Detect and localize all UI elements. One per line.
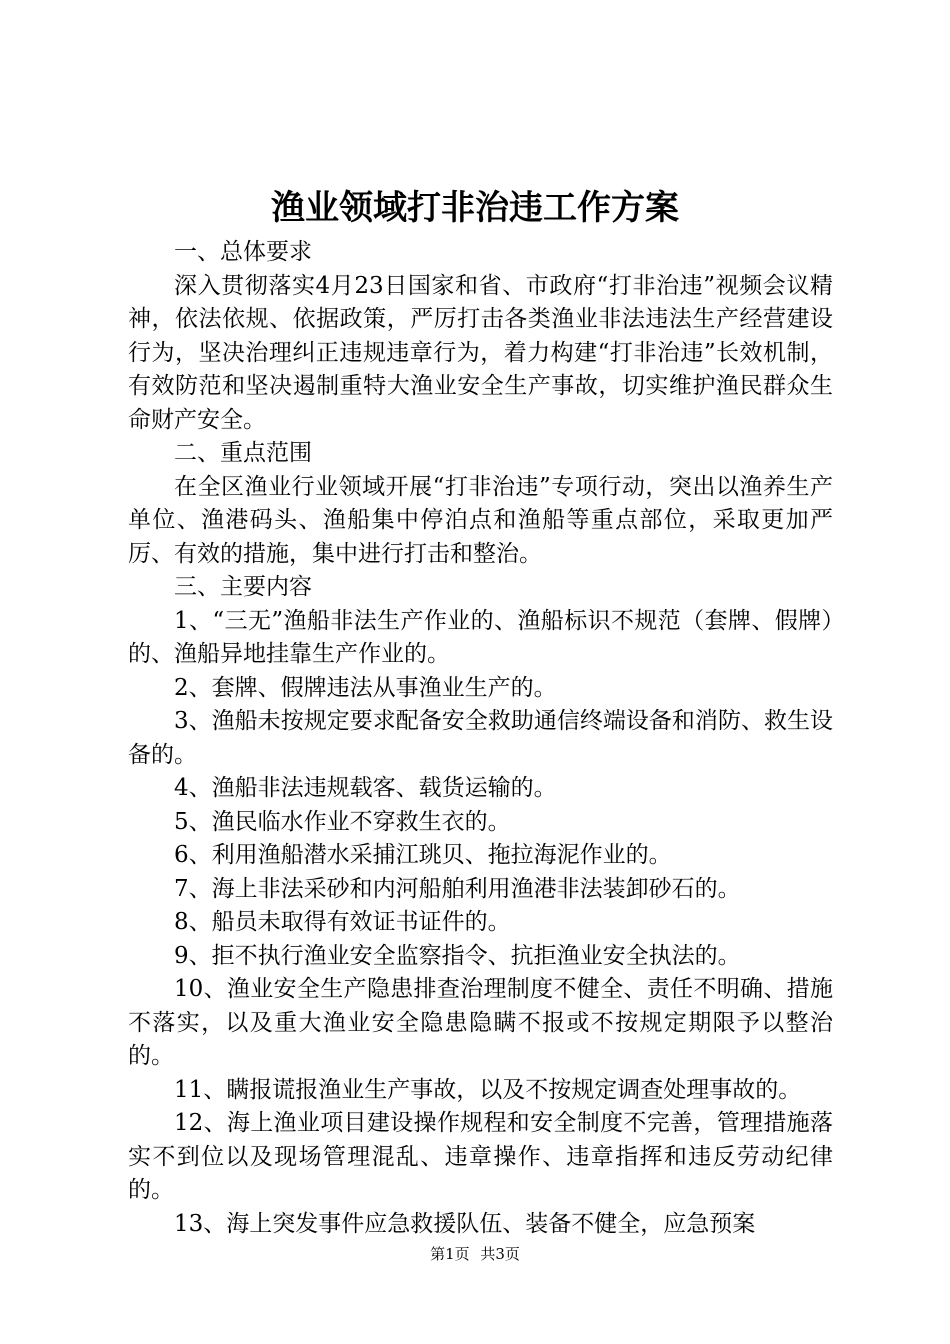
list-item: 9、拒不执行渔业安全监察指令、抗拒渔业安全执法的。	[174, 942, 741, 969]
list-item: 11、瞒报谎报渔业生产事故，以及不按规定调查处理事故的。	[174, 1076, 802, 1103]
list-item: 8、船员未取得有效证书证件的。	[174, 909, 511, 935]
list-item: 1、“三无”渔船非法生产作业的、渔船标识不规范（套牌、假牌）的、渔船异地挂靠生产作业的。	[128, 607, 833, 667]
page-number: 第1页	[430, 1245, 470, 1263]
section-heading: 三、主要内容	[174, 574, 312, 600]
list-item: 2、套牌、假牌违法从事渔业生产的。	[174, 674, 557, 701]
section-heading: 一、总体要求	[174, 239, 312, 265]
list-item: 6、利用渔船潜水采捕江珧贝、拖拉海泥作业的。	[174, 842, 672, 868]
paragraph: 深入贯彻落实4月23日国家和省、市政府“打非治违”视频会议精神，依法依规、依据政策，严厉打击各类渔业非法违法生产经营建设行为，坚决治理纠正违规违章行为，着力构建“打非治违”长效机制，有效防范和坚决遏制重特大渔业安全生产事故，切实维护渔民群众生命财产安全。	[128, 272, 833, 433]
document-title: 渔业领域打非治违工作方案	[271, 188, 679, 228]
page-total: 共3页	[480, 1245, 520, 1263]
list-item: 4、渔船非法违规载客、载货运输的。	[174, 775, 557, 801]
list-item: 13、海上突发事件应急救援队伍、装备不健全，应急预案	[174, 1210, 756, 1237]
list-item: 10、渔业安全生产隐患排查治理制度不健全、责任不明确、措施不落实，以及重大渔业安全隐患隐瞒不报或不按规定期限予以整治的。	[128, 976, 833, 1069]
paragraph: 在全区渔业行业领域开展“打非治违”专项行动，突出以渔养生产单位、渔港码头、渔船集中停泊点和渔船等重点部位，采取更加严厉、有效的措施，集中进行打击和整治。	[128, 473, 833, 567]
list-item: 3、渔船未按规定要求配备安全救助通信终端设备和消防、救生设备的。	[128, 708, 833, 768]
list-item: 12、海上渔业项目建设操作规程和安全制度不完善，管理措施落实不到位以及现场管理混乱、违章操作、违章指挥和违反劳动纪律的。	[128, 1110, 833, 1203]
page-footer	[0, 1244, 950, 1264]
section-heading: 二、重点范围	[174, 440, 312, 466]
list-item: 5、渔民临水作业不穿救生衣的。	[174, 808, 511, 835]
document-body	[128, 236, 833, 1241]
list-item: 7、海上非法采砂和内河船舶利用渔港非法装卸砂石的。	[174, 875, 741, 902]
